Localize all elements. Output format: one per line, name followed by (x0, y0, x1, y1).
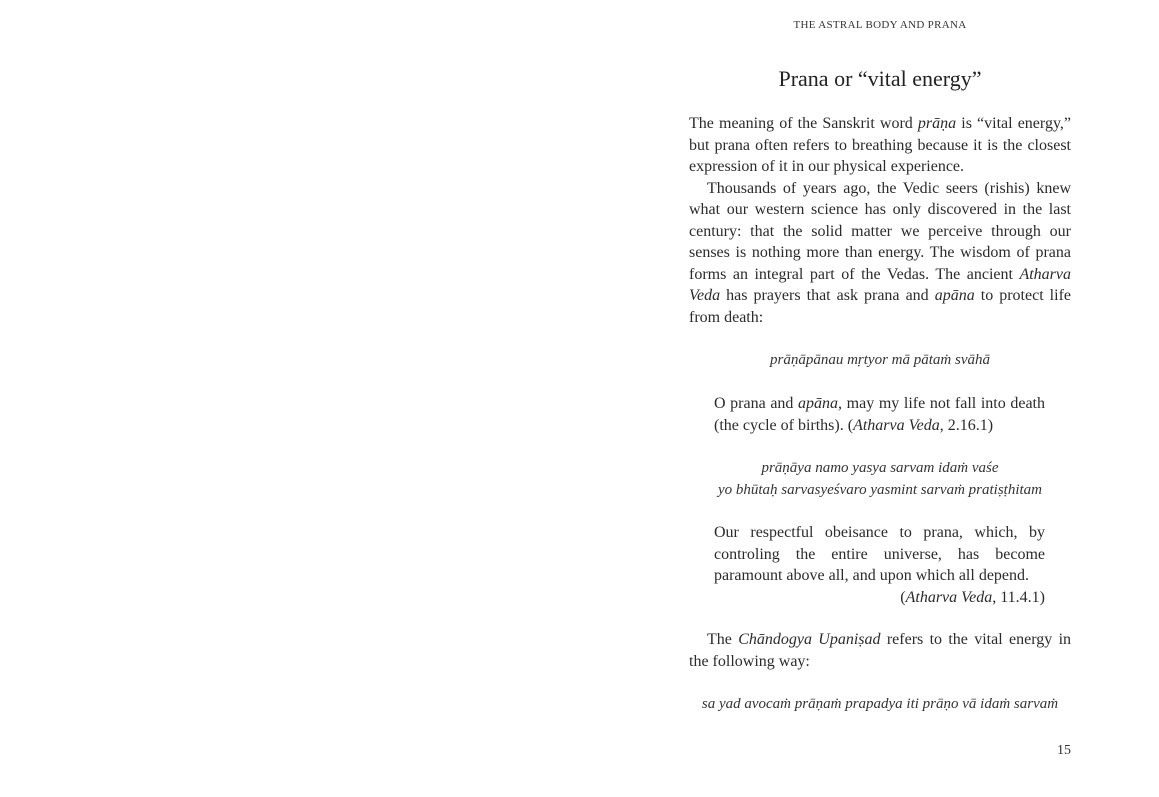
paragraph-vedic-seers: Thousands of years ago, the Vedic seers (rishis) knew what our western science has only discovered in the last century: that the solid matter we perceive through our senses is nothing more than energy. The wisdom of prana forms an integral part of the Vedas. The ancient Atharva Veda has prayers that ask prana and apāna to protect life from death: (689, 179, 1072, 326)
sanskrit-verse-3: sa yad avocaṁ prāṇaṁ prapadya iti prāṇo vā idaṁ sarvaṁ (701, 696, 1059, 712)
body-text-intro (689, 113, 1071, 328)
left-page-blank (0, 0, 579, 797)
body-text-upanisad (689, 629, 1071, 672)
translation-2 (714, 522, 1045, 608)
section-title: Prana or “vital energy” (778, 66, 982, 91)
verse-2-line-2: yo bhūtaḥ sarvasyeśvaro yasmint sarvaṁ pratiṣṭhitam (717, 481, 1042, 498)
sanskrit-verse-1: prāṇāpānau mṛtyor mā pātaṁ svāhā (770, 352, 990, 368)
page-number: 15 (1057, 743, 1071, 758)
paragraph-chandogya: The Chāndogya Upaniṣad refers to the vital energy in the following way: (689, 631, 1072, 670)
translation-1: O prana and apāna, may my life not fall into death (the cycle of births). (Atharva Veda, 2.16.1) (714, 395, 1045, 434)
running-head: THE ASTRAL BODY AND PRANA (793, 19, 967, 31)
right-page (579, 0, 1159, 797)
translation-2-citation: (Atharva Veda, 11.4.1) (900, 588, 1045, 606)
translation-2-body: Our respectful obeisance to prana, which, by controling the entire universe, has become paramount above all, and upon which all depend. (714, 524, 1045, 584)
sanskrit-verse-2 (689, 458, 1071, 501)
verse-2-line-1: prāṇāya namo yasya sarvam idaṁ vaśe (761, 460, 999, 476)
paragraph-prana-meaning: The meaning of the Sanskrit word prāṇa is “vital energy,” but prana often refers to breathing because it is the closest expression of it in our physical experience. (689, 115, 1072, 175)
